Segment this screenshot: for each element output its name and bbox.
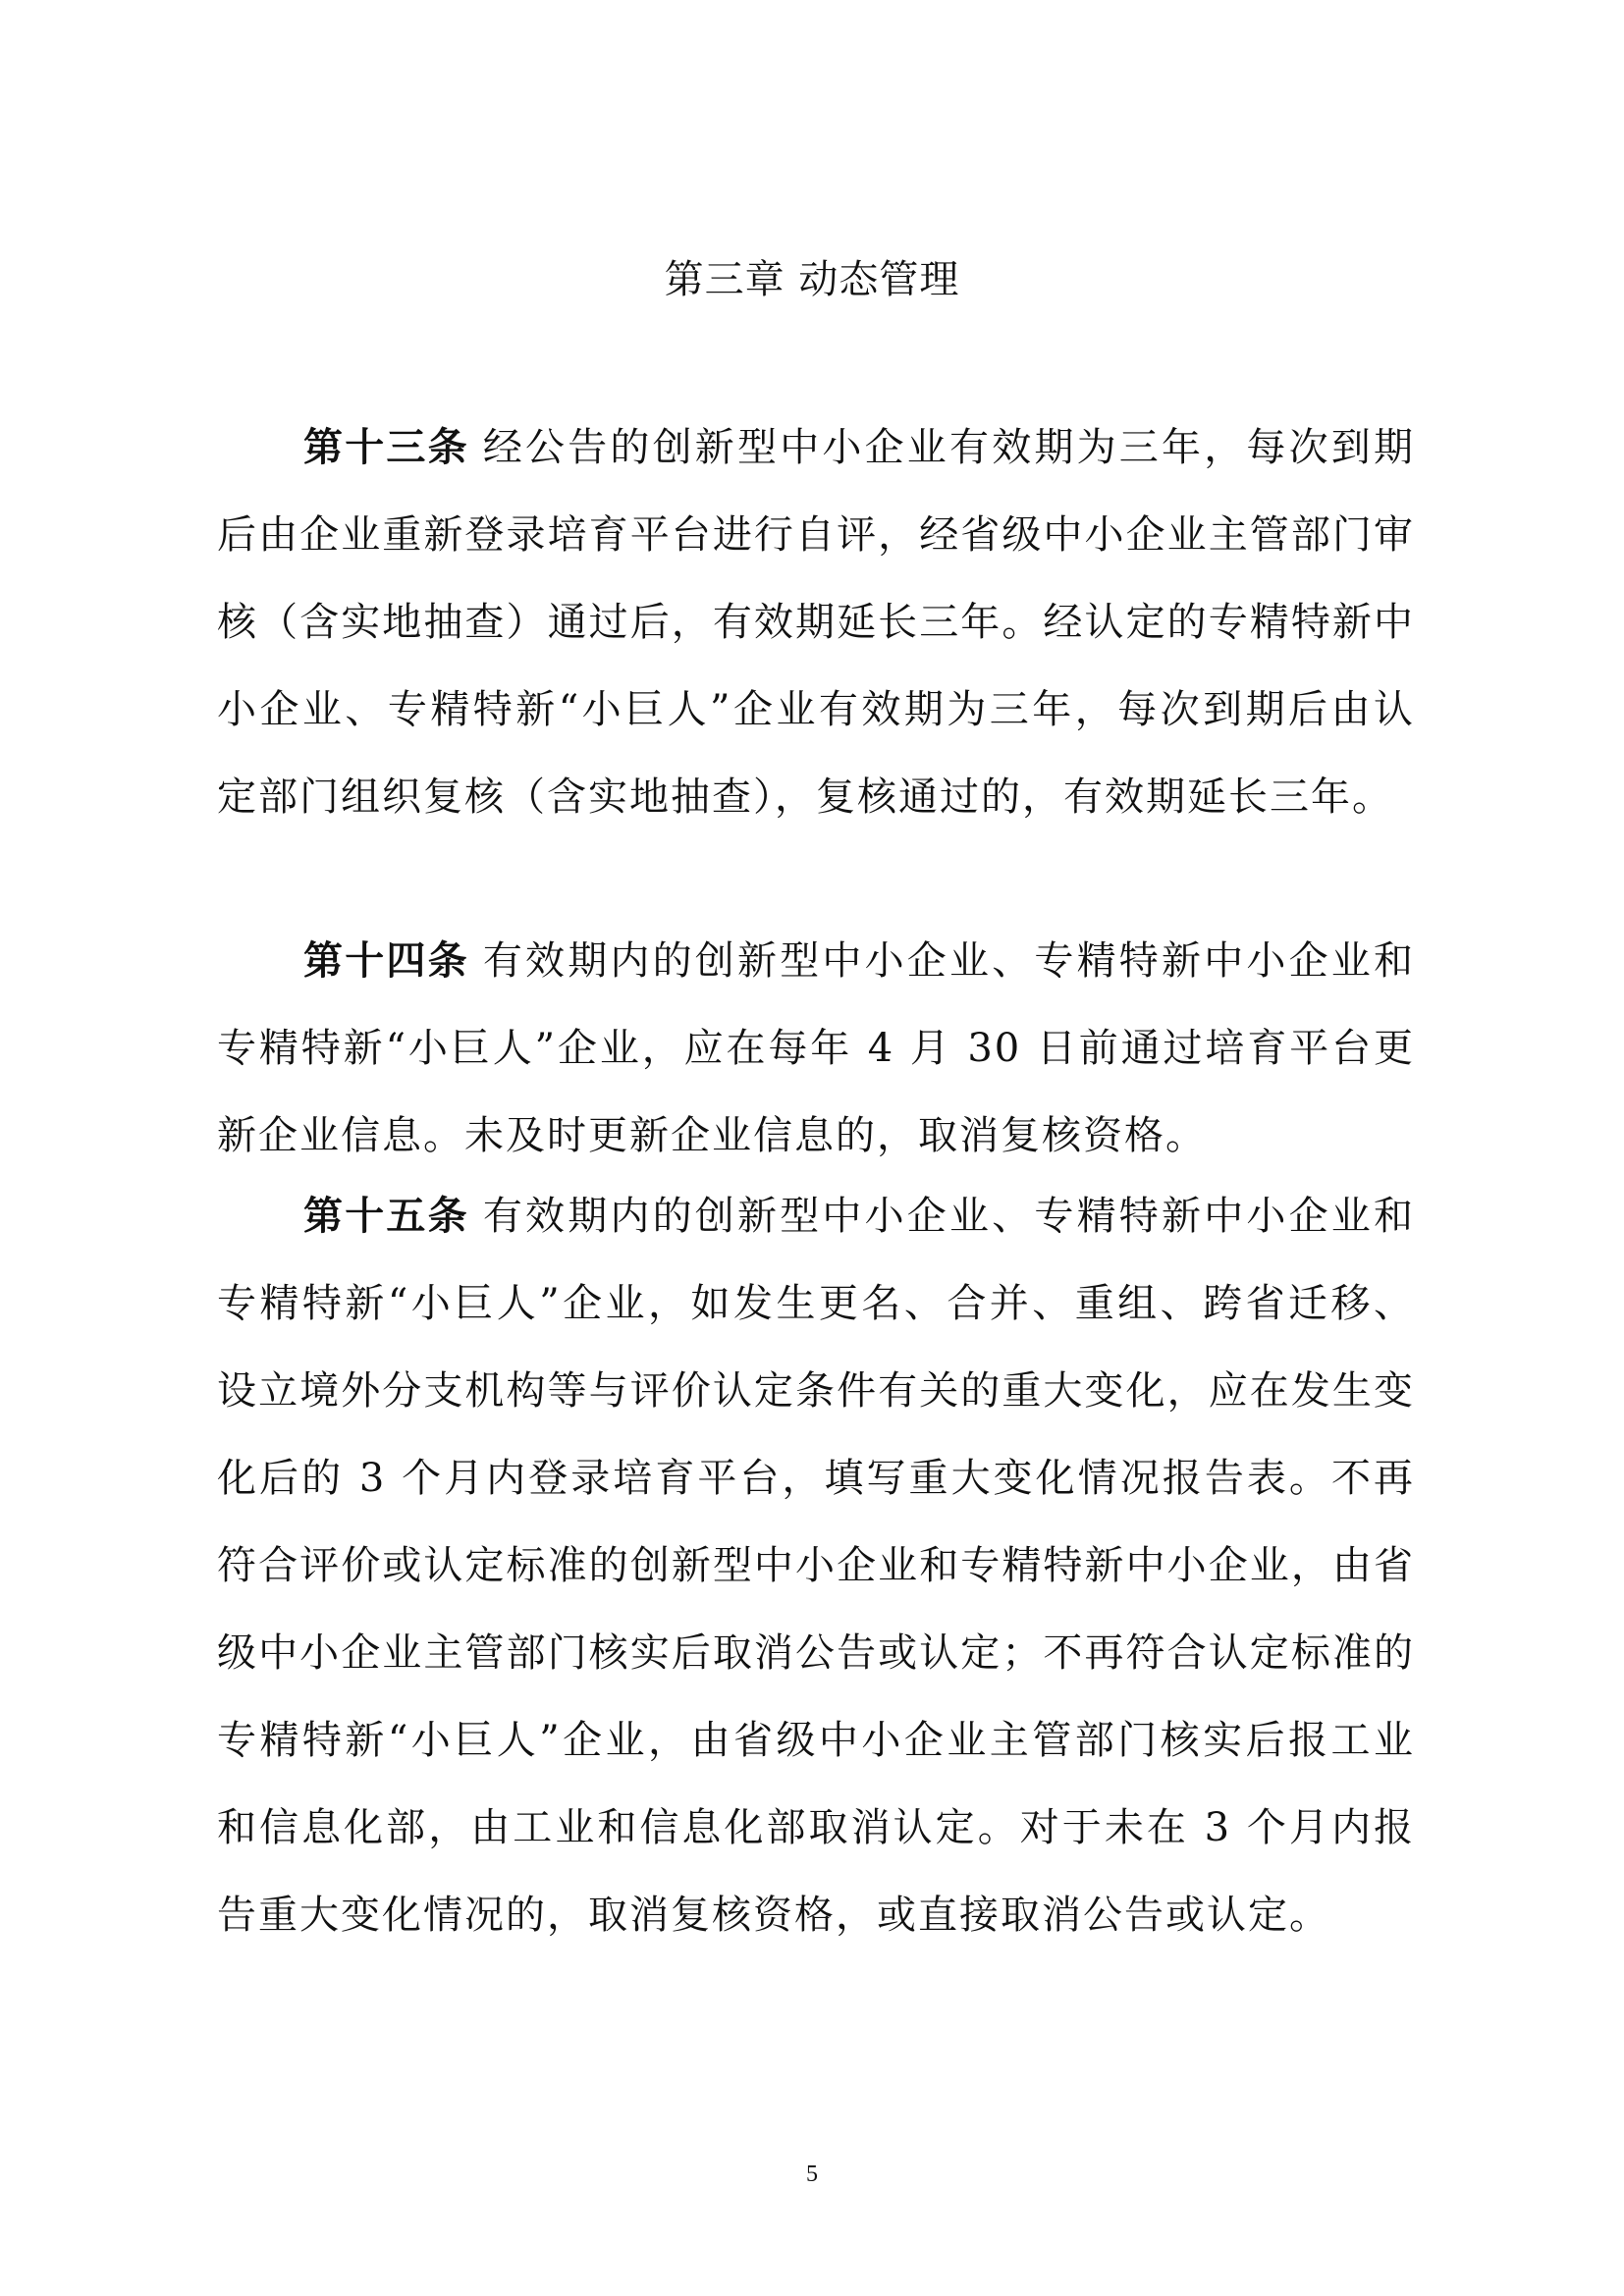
page-number: 5 (806, 2162, 818, 2187)
article-13 (217, 404, 1415, 841)
chapter-title: 第三章 动态管理 (664, 257, 960, 302)
article-label: 第十五条 (303, 1194, 469, 1239)
article-text: 有效期内的创新型中小企业、专精特新中小企业和专精特新“小巨人”企业，如发生更名、合并、重组、跨省迁移、设立境外分支机构等与评价认定条件有关的重大变化，应在发生变化后的 3 个月内登录培育平台，填写重大变化情况报告表。不再符合评价或认定标准的创新型中小企业和专精特新中小企业，由省级中小企业主管部门核实后取消公告或认定；不再符合认定标准的专精特新“小巨人”企业，由省级中小企业主管部门核实后报工业和信息化部，由工业和信息化部取消认定。对于未在 3 个月内报告重大变化情况的，取消复核资格，或直接取消公告或认定。 (217, 1194, 1416, 1938)
article-label: 第十四条 (303, 938, 469, 984)
article-label: 第十三条 (303, 425, 469, 470)
article-text: 经公告的创新型中小企业有效期为三年，每次到期后由企业重新登录培育平台进行自评，经省级中小企业主管部门审核（含实地抽查）通过后，有效期延长三年。经认定的专精特新中小企业、专精特新“小巨人”企业有效期为三年，每次到期后由认定部门组织复核（含实地抽查），复核通过的，有效期延长三年。 (217, 425, 1416, 820)
article-15 (217, 1173, 1415, 1959)
article-text: 有效期内的创新型中小企业、专精特新中小企业和专精特新“小巨人”企业，应在每年 4 月 30 日前通过培育平台更新企业信息。未及时更新企业信息的，取消复核资格。 (217, 938, 1416, 1158)
article-14 (217, 918, 1415, 1180)
